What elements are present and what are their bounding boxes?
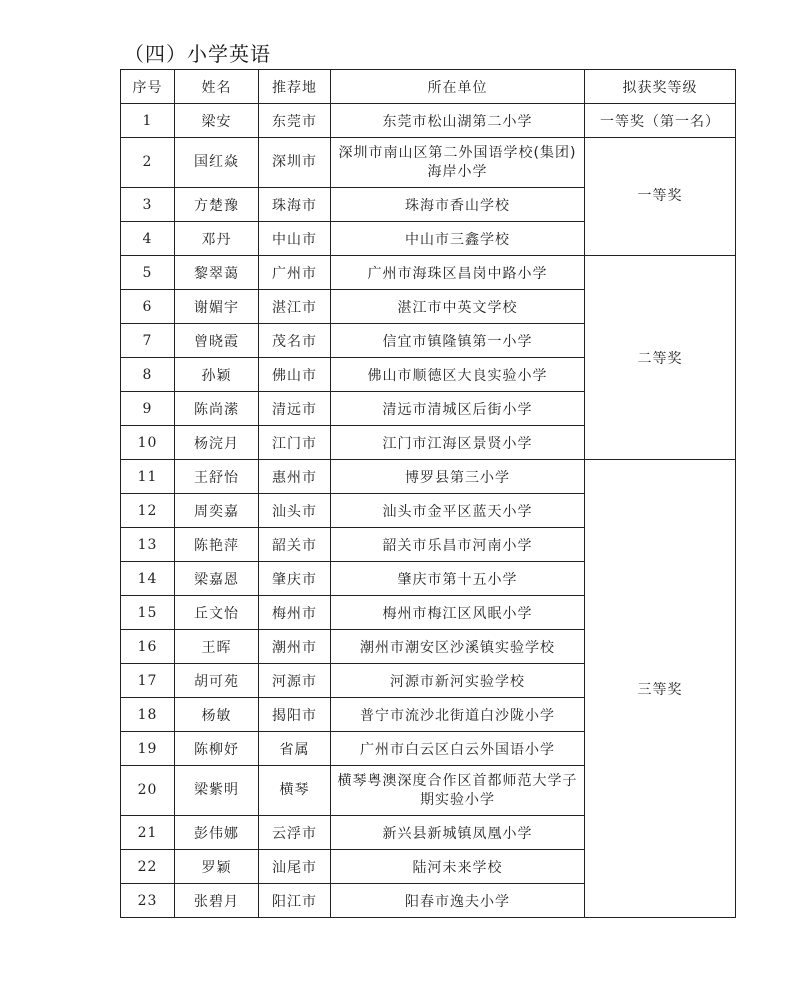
row-name: 丘文怡 [175,596,259,630]
row-unit: 横琴粤澳深度合作区首都师范大学子期实验小学 [331,766,585,816]
row-city: 潮州市 [259,630,331,664]
row-name: 彭伟娜 [175,816,259,850]
row-name: 谢媚宇 [175,290,259,324]
row-city: 省属 [259,732,331,766]
row-unit: 潮州市潮安区沙溪镇实验学校 [331,630,585,664]
row-unit: 信宜市镇隆镇第一小学 [331,324,585,358]
row-no: 9 [121,392,175,426]
row-no: 11 [121,460,175,494]
row-no: 4 [121,222,175,256]
row-city: 佛山市 [259,358,331,392]
row-no: 12 [121,494,175,528]
row-unit: 博罗县第三小学 [331,460,585,494]
row-name: 曾晓霞 [175,324,259,358]
award-first: 一等奖 [585,138,736,256]
row-city: 云浮市 [259,816,331,850]
row-unit: 广州市海珠区昌岗中路小学 [331,256,585,290]
row-no: 14 [121,562,175,596]
row-name: 方楚豫 [175,188,259,222]
row-city: 阳江市 [259,884,331,918]
award-third: 三等奖 [585,460,736,918]
row-city: 珠海市 [259,188,331,222]
row-name: 陈艳萍 [175,528,259,562]
row-no: 18 [121,698,175,732]
table-row [121,104,736,138]
row-city: 清远市 [259,392,331,426]
row-no: 17 [121,664,175,698]
row-no: 10 [121,426,175,460]
row-no: 22 [121,850,175,884]
row-city: 横琴 [259,766,331,816]
row-unit: 肇庆市第十五小学 [331,562,585,596]
row-name: 孙颖 [175,358,259,392]
award-table [120,69,736,918]
row-no: 19 [121,732,175,766]
table-header-row [121,70,736,104]
row-no: 5 [121,256,175,290]
row-unit: 阳春市逸夫小学 [331,884,585,918]
row-no: 15 [121,596,175,630]
row-no: 2 [121,138,175,188]
table-row [121,460,736,494]
row-city: 汕头市 [259,494,331,528]
table-row [121,138,736,188]
row-name: 杨浣月 [175,426,259,460]
row-no: 20 [121,766,175,816]
row-name: 杨敏 [175,698,259,732]
row-unit: 韶关市乐昌市河南小学 [331,528,585,562]
row-name: 邓丹 [175,222,259,256]
row-city: 韶关市 [259,528,331,562]
row-unit: 陆河未来学校 [331,850,585,884]
award-first-place: 一等奖（第一名） [585,104,736,138]
row-city: 肇庆市 [259,562,331,596]
row-unit: 清远市清城区后街小学 [331,392,585,426]
row-no: 13 [121,528,175,562]
row-name: 王舒怡 [175,460,259,494]
row-no: 7 [121,324,175,358]
row-unit: 江门市江海区景贤小学 [331,426,585,460]
row-name: 周奕嘉 [175,494,259,528]
header-city: 推荐地 [259,70,331,104]
row-city: 东莞市 [259,104,331,138]
row-unit: 中山市三鑫学校 [331,222,585,256]
row-city: 梅州市 [259,596,331,630]
section-title: （四）小学英语 [124,42,271,66]
header-name: 姓名 [175,70,259,104]
row-city: 河源市 [259,664,331,698]
header-unit: 所在单位 [331,70,585,104]
row-name: 梁嘉恩 [175,562,259,596]
row-name: 王晖 [175,630,259,664]
row-no: 21 [121,816,175,850]
row-unit: 东莞市松山湖第二小学 [331,104,585,138]
row-no: 3 [121,188,175,222]
row-no: 8 [121,358,175,392]
row-name: 罗颖 [175,850,259,884]
row-city: 广州市 [259,256,331,290]
row-name: 国红焱 [175,138,259,188]
row-city: 茂名市 [259,324,331,358]
row-city: 揭阳市 [259,698,331,732]
table-row [121,256,736,290]
row-unit: 深圳市南山区第二外国语学校(集团)海岸小学 [331,138,585,188]
row-city: 惠州市 [259,460,331,494]
row-name: 梁紫明 [175,766,259,816]
row-name: 梁安 [175,104,259,138]
row-city: 湛江市 [259,290,331,324]
row-no: 6 [121,290,175,324]
header-award: 拟获奖等级 [585,70,736,104]
row-no: 23 [121,884,175,918]
row-name: 黎翠蔼 [175,256,259,290]
row-unit: 河源市新河实验学校 [331,664,585,698]
row-city: 深圳市 [259,138,331,188]
award-second: 二等奖 [585,256,736,460]
row-unit: 新兴县新城镇凤凰小学 [331,816,585,850]
row-name: 陈尚潆 [175,392,259,426]
row-unit: 普宁市流沙北街道白沙陇小学 [331,698,585,732]
row-no: 16 [121,630,175,664]
row-unit: 梅州市梅江区风眠小学 [331,596,585,630]
row-unit: 广州市白云区白云外国语小学 [331,732,585,766]
row-unit: 汕头市金平区蓝天小学 [331,494,585,528]
row-unit: 湛江市中英文学校 [331,290,585,324]
row-name: 陈柳妤 [175,732,259,766]
header-no: 序号 [121,70,175,104]
row-unit: 佛山市顺德区大良实验小学 [331,358,585,392]
row-city: 汕尾市 [259,850,331,884]
row-unit: 珠海市香山学校 [331,188,585,222]
row-city: 江门市 [259,426,331,460]
row-no: 1 [121,104,175,138]
row-name: 胡可苑 [175,664,259,698]
row-city: 中山市 [259,222,331,256]
row-name: 张碧月 [175,884,259,918]
